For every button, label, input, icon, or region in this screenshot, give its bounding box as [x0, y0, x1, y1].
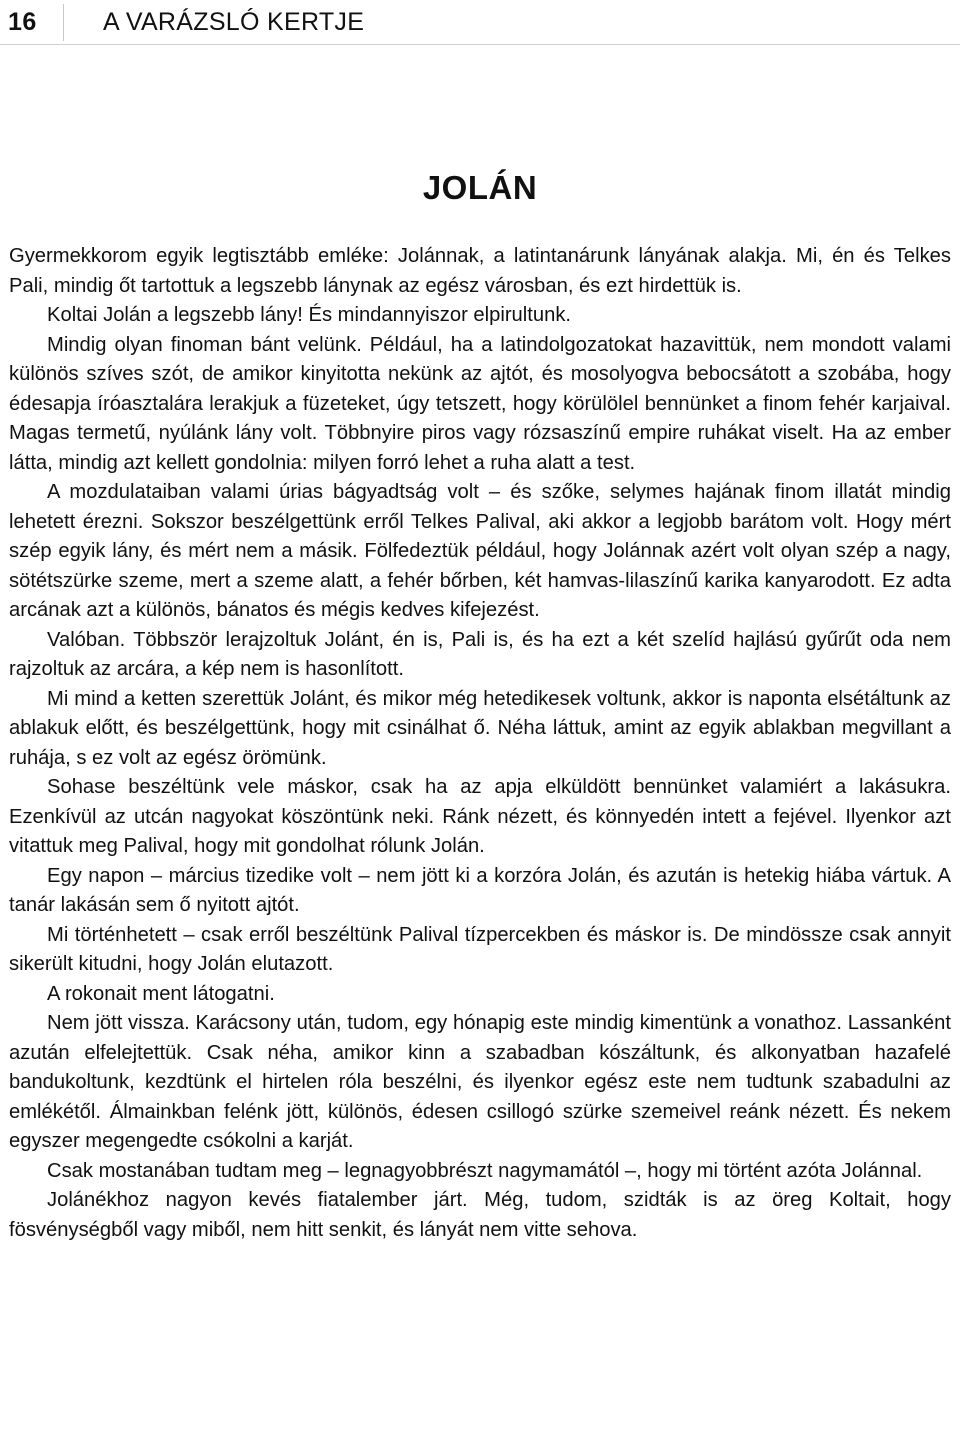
chapter-title: JOLÁN	[422, 169, 538, 206]
paragraph: Gyermekkorom egyik legtisztább emléke: Jolánnak, a latintanárunk lányának alakja. Mi, én és Telkes Pali, mindig őt tartottuk a legszebb lánynak az egész városban, és ezt hirdettük is.	[9, 245, 951, 297]
body-text	[9, 242, 951, 1245]
paragraph: Koltai Jolán a legszebb lány! És mindannyiszor elpirultunk.	[47, 304, 572, 326]
running-header	[0, 0, 960, 45]
paragraph: Jolánékhoz nagyon kevés fiatalember járt. Még, tudom, szidták is az öreg Koltait, hogy fösvénységből vagy miből, nem hitt senkit, és lányát nem vitte sehova.	[9, 1189, 951, 1241]
paragraph: Valóban. Többször lerajzoltuk Jolánt, én is, Pali is, és ha ezt a két szelíd hajlású gyűrűt oda nem rajzoltuk az arcára, a kép nem is hasonlított.	[9, 628, 951, 680]
book-title: A VARÁZSLÓ KERTJE	[103, 8, 365, 36]
header-divider	[63, 4, 64, 41]
page-number: 16	[8, 8, 37, 36]
paragraph: Mi mind a ketten szerettük Jolánt, és mikor még hetedikesek voltunk, akkor is naponta elsétáltunk az ablakuk előtt, és beszélgettünk, hogy mit csinálhat ő. Néha láttuk, amint az egyik ablakban megvillant a ruhája, s ez volt az egész örömünk.	[9, 687, 951, 769]
paragraph: Sohase beszéltünk vele máskor, csak ha az apja elküldött bennünket valamiért a lakásukra. Ezenkívül az utcán nagyokat köszöntünk neki. Ránk nézett, és könnyedén intett a fejével. Ilyenkor azt vitattuk meg Palival, hogy mit gondolhat rólunk Jolán.	[9, 776, 951, 857]
paragraph: Egy napon – március tizedike volt – nem jött ki a korzóra Jolán, és azután is hetekig hiába vártuk. A tanár lakásán sem ő nyitott ajtót.	[9, 864, 951, 916]
paragraph: Nem jött vissza. Karácsony után, tudom, egy hónapig este mindig kimentünk a vonathoz. Lassanként azután elfelejtettük. Csak néha, amikor kinn a szabadban kószáltunk, és alkonyatban hazafelé bandukoltunk, kezdtünk el hirtelen róla beszélni, és ilyenkor egész este nem tudtunk szabadulni az emlékétől. Álmainkban felénk jött, különös, édesen csillogó szürke szemeivel reánk nézett. És nekem egyszer megengedte csókolni a karját.	[9, 1012, 951, 1152]
paragraph: A rokonait ment látogatni.	[47, 982, 275, 1005]
paragraph: Mindig olyan finoman bánt velünk. Például, ha a latindolgozatokat hazavittük, nem mondott valami különös szíves szót, de amikor kinyitotta nekünk az ajtót, és mosolyogva bebocsátott a szobába, hogy édesapja íróasztalára lerakjuk a füzeteket, úgy tetszett, hogy körülölel bennünket a finom fehér karjaival. Magas termetű, nyúlánk lány volt. Többnyire piros vagy rózsaszínű empire ruhákat viselt. Ha az ember látta, mindig azt kellett gondolnia: milyen forró lehet a ruha alatt a test.	[9, 333, 951, 474]
paragraph: Mi történhetett – csak erről beszéltünk Palival tízpercekben és máskor is. De mindössze csak annyit sikerült kitudni, hogy Jolán elutazott.	[9, 923, 951, 975]
paragraph: A mozdulataiban valami úrias bágyadtság volt – és szőke, selymes hajának finom illatát mindig lehetett érezni. Sokszor beszélgettünk erről Telkes Palival, aki akkor a legjobb barátom volt. Hogy mért szép egyik lány, és mért nem a másik. Fölfedeztük például, hogy Jolánnak azért volt olyan szép a nagy, sötétszürke szeme, mert a szeme alatt, a fehér bőrben, két hamvas-lilaszínű karika kanyarodott. Ez adta arcának azt a különös, bánatos és mégis kedves kifejezést.	[9, 481, 951, 621]
paragraph: Csak mostanában tudtam meg – legnagyobbrészt nagymamától –, hogy mi történt azóta Jolánnal.	[47, 1159, 923, 1182]
